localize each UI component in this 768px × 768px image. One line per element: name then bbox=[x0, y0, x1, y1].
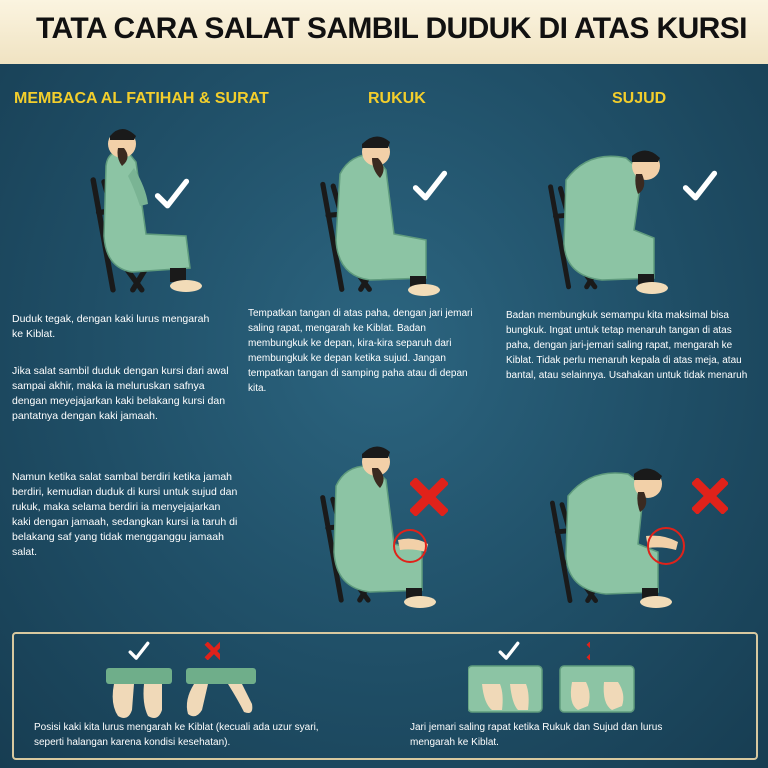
heading-sujud: SUJUD bbox=[612, 90, 667, 107]
figure-sujud-wrong bbox=[540, 456, 740, 626]
figure-rukuk bbox=[300, 130, 470, 305]
check-icon bbox=[416, 173, 445, 197]
page-title: TATA CARA SALAT SAMBIL DUDUK DI ATAS KURSI bbox=[36, 12, 747, 45]
cross-icon bbox=[697, 483, 722, 508]
heading-fatihah: MEMBACA AL FATIHAH & SURAT bbox=[14, 90, 269, 107]
figure-sujud bbox=[530, 140, 730, 305]
caption-feet: Posisi kaki kita lurus mengarah ke Kiblat (kecuali ada uzur syari, seperti halangan karena kondisi kesehatan). bbox=[34, 722, 319, 748]
instruction-upright: Duduk tegak, dengan kaki lurus mengarah ke Kiblat. bbox=[12, 313, 210, 340]
check-icon bbox=[500, 643, 518, 658]
cross-icon bbox=[416, 484, 443, 511]
cross-icon bbox=[208, 645, 220, 658]
instruction-rukuk: Tempatkan tangan di atas paha, dengan jari jemari saling rapat, mengarah ke Kiblat. Badan membungkuk ke depan, kira-kira separuh dari membungkuk ke depan ketika sujud. Jangan tempatkan tangan di samping paha atau di depan kita. bbox=[248, 308, 473, 394]
instruction-standing-then-sitting: Namun ketika salat sambal berdiri ketika jamah berdiri, kemudian duduk di kursi untuk sujud dan rukuk, maka selama berdiri ia menyejajarkan kaki dengan jamaah, sedangkan kursi ia taruh di belakang saf yang tidak mengganggu jamaah salat. bbox=[12, 471, 238, 558]
instruction-sujud: Badan membungkuk semampu kita maksimal bisa bungkuk. Ingat untuk tetap menaruh tangan di atas paha, dengan jari-jemari saling rapat, mengarah ke Kiblat. Tidak perlu menaruh kepala di atas meja, atau bantal, atau selainnya. Usahakan untuk tidak menaruh bbox=[506, 310, 748, 381]
title-bar bbox=[0, 0, 768, 64]
check-icon bbox=[686, 173, 715, 197]
heading-rukuk: RUKUK bbox=[368, 90, 426, 107]
feet-illustration bbox=[104, 664, 264, 724]
hand-illustration bbox=[468, 664, 638, 716]
instruction-saf-alignment: Jika salat sambil duduk dengan kursi dari awal sampai akhir, maka ia meluruskan safnya dengan meyejajarkan kaki belakang kursi dan pantatnya dengan kaki jamaah. bbox=[12, 365, 229, 422]
caption-fingers: Jari jemari saling rapat ketika Rukuk dan Sujud dan lurus mengarah ke Kiblat. bbox=[410, 722, 663, 748]
check-icon bbox=[130, 643, 148, 658]
figure-rukuk-wrong bbox=[306, 440, 476, 620]
check-icon bbox=[158, 181, 187, 205]
figure-sitting-upright bbox=[70, 118, 250, 303]
